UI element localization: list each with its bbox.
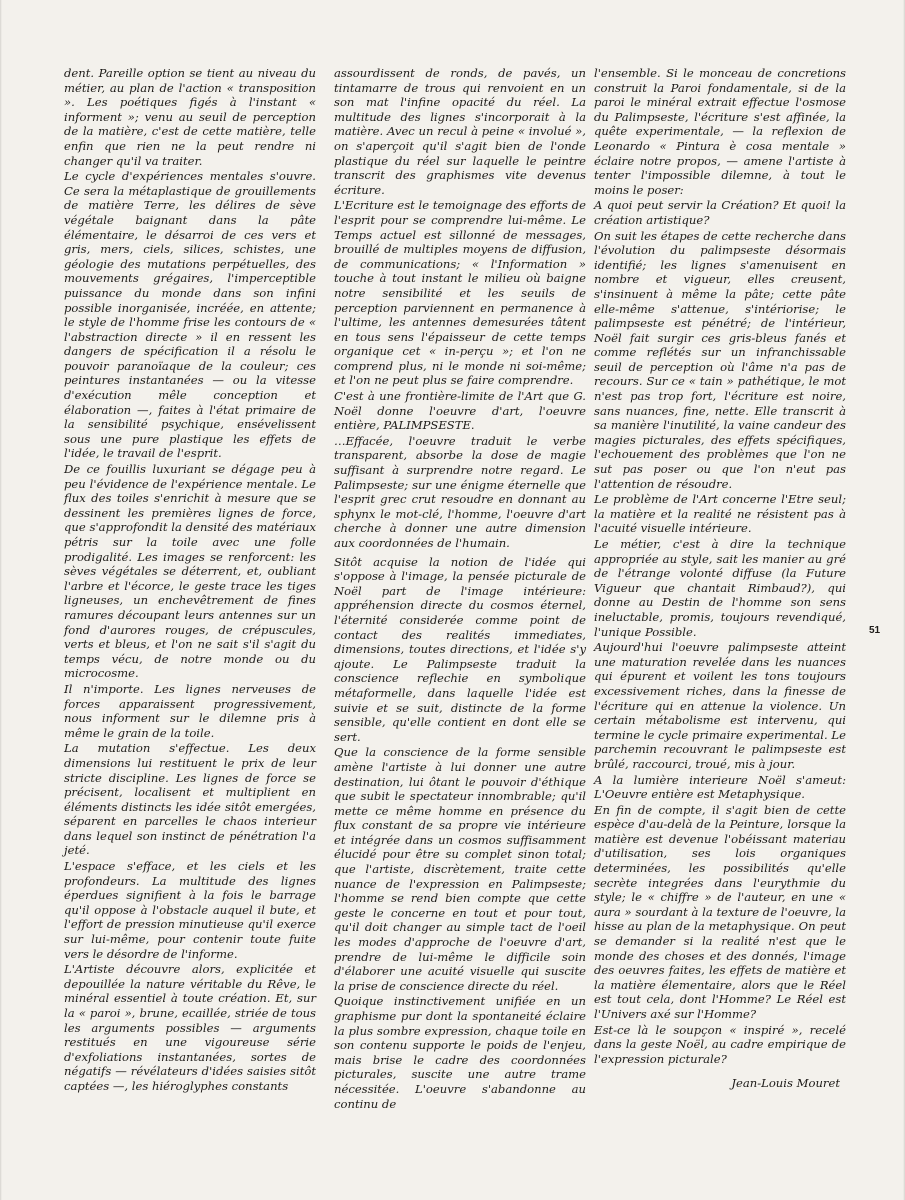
text-column-1 <box>64 66 316 1094</box>
paragraph: L'Artiste découvre alors, explicitée et depouillée la nature véritable du Rêve, le minéral essentiel à toute création. Et, sur la « paroi », brune, ecaillée, striée de tous les arguments possibles — arguments restitués en une vigoureuse série d'exfoliations instantanées, sortes de négatifs — révélateurs d'idées saisies sitôt captées —, les hiéroglyphes constants <box>64 962 316 1093</box>
question: A quoi peut servir la Création? Et quoi! la création artistique? <box>594 198 846 227</box>
paragraph: La mutation s'effectue. Les deux dimensions lui restituent le prix de leur stricte discipline. Les lignes de force se précisent, localisent et multiplient en éléments distincts les idée sitôt emergées, séparent en parcelles le chaos interieur dans lequel son instinct de pénétration l'a jeté. <box>64 741 316 858</box>
paragraph: Sitôt acquise la notion de l'idée qui s'oppose à l'image, la pensée picturale de Noël part de l'image intérieure: appréhension directe du cosmos éternel, l'éternité considerée comme point de contact des realités immediates, dimensions, toutes directions, et l'idée s'y ajoute. Le Palimpseste traduit la conscience reflechie en symbolique métaformelle, dans laquelle l'idée est suivie et se suit, distincte de la forme sensible, qu'elle contient en dont elle se sert. <box>334 554 586 744</box>
paragraph: A la lumière interieure Noël s'ameut: L'Oeuvre entière est Metaphysique. <box>594 772 846 802</box>
paragraph: L'espace s'efface, et les ciels et les profondeurs. La multitude des lignes éperdues signifient à la fois le barrage qu'il oppose à l'obstacle auquel il bute, et l'effort de pression minutieuse qu'il exerce sur lui-même, pour contenir toute fuite vers le désordre de l'informe. <box>64 859 316 961</box>
paragraph: On suit les étapes de cette recherche dans l'évolution du palimpseste désormais identifié; les lignes s'amenuisent en nombre et vigueur, elles creusent, s'insinuent à même la pâte; cette pâte elle-même s'attenue, s'intériorise; le palimpseste est pénétré; de l'intérieur, Noël fait surgir ces gris-bleus fanés et comme reflétés sur un infranchissable seuil de perception où l'âme n'a pas de recours. Sur ce « tain » pathétique, le mot n'est pas trop fort, l'écriture est noire, sans nuances, fine, nette. Elle transcrit à sa manière l'inutilité, la vaine candeur des magies picturales, des effets spécifiques, l'echouement des problèmes que l'on ne sut pas poser ou que l'on n'eut pas l'attention de résoudre. <box>594 228 846 491</box>
paragraph: Aujourd'hui l'oeuvre palimpseste atteint une maturation revelée dans les nuances qui épurent et voilent les tons toujours excessivement riches, dans la finesse de l'écriture qui en attenue la violence. Un certain métabolisme est intervenu, qui termine le cycle primaire experimental. Le parchemin recouvrant le palimpseste est brûlé, raccourci, troué, mis à jour. <box>594 640 846 771</box>
paragraph: assourdissent de ronds, de pavés, un tintamarre de trous qui renvoient en un son mat l'infine opacité du réel. La multitude des lignes s'incorporait à la matière. Avec un recul à peine « involué », on s'aperçoit qu'il s'agit bien de l'onde plastique du réel sur laquelle le peintre transcrit des graphismes vite devenus écriture. <box>334 66 586 197</box>
paragraph: Est-ce là le soupçon « inspiré », recelé dans la geste Noël, au cadre empirique de l'expression picturale? <box>594 1022 846 1066</box>
paragraph: dent. Pareille option se tient au niveau du métier, au plan de l'action « transposition ». Les poétiques figés à l'instant « informent »; venu au seuil de perception de la matière, c'est de cette matière, telle enfin que rien ne la peut rendre ni changer qu'il va traiter. <box>64 66 316 168</box>
paragraph: En fin de compte, il s'agit bien de cette espèce d'au-delà de la Peinture, lorsque la matière est devenue l'obéissant materiau d'utilisation, ses lois organiques determinées, les possibilités qu'elle secrète integrées dans l'eurythmie du style; le « chiffre » de l'auteur, en une « aura » sourdant à la texture de l'oeuvre, la hisse au plan de la metaphysique. On peut se demander si la realité n'est que le monde des choses et des donnés, l'image des oeuvres faites, les effets de matière et la matière élementaire, alors que le Réel est tout cela, dont l'Homme? Le Réel est l'Univers axé sur l'Homme? <box>594 802 846 1021</box>
paragraph: l'ensemble. Si le monceau de concretions construit la Paroi fondamentale, si de la paroi le minéral extrait effectue l'osmose du Palimpseste, l'écriture s'est affinée, la quête experimentale, — la reflexion de Leonardo « Pintura è cosa mentale » éclaire notre propos, — amene l'artiste à tenter l'impossible dilemne, à tout le moins le poser: <box>594 66 846 197</box>
paragraph: Quoique instinctivement unifiée en un graphisme pur dont la spontaneité éclaire la plus sombre expression, chaque toile en son contenu supporte le poids de l'enjeu, mais brise le cadre des coordonnées picturales, suscite une autre trame nécessitée. L'oeuvre s'abandonne au continu de <box>334 994 586 1111</box>
paragraph: C'est à une frontière-limite de l'Art que G. Noël donne l'oeuvre d'art, l'oeuvre entière, PALIMPSESTE. <box>334 389 586 433</box>
text-column-3 <box>594 66 846 1091</box>
paragraph: Le métier, c'est à dire la technique appropriée au style, sait les manier au gré de l'étrange volonté diffuse (la Future Vigueur que chantait Rimbaud?), qui donne au Destin de l'homme son sens ineluctable, promis, toujours revendiqué, l'unique Possible. <box>594 537 846 639</box>
paragraph: Le problème de l'Art concerne l'Etre seul; la matière et la realité ne résistent pas à l'acuité visuelle intérieure. <box>594 492 846 536</box>
paragraph: L'Ecriture est le temoignage des efforts de l'esprit pour se comprendre lui-même. Le Temps actuel est sillonné de messages, brouillé de multiples moyens de diffusion, de communications; « l'Information » touche à tout instant le milieu où baigne notre sensibilité et les seuils de perception parviennent en permanence à l'ultime, les antennes demesurées tâtent en tous sens l'épaisseur de cette temps organique cet « in-perçu »; et l'on ne comprend plus, ni le monde ni soi-même; et l'on ne peut plus se faire comprendre. <box>334 198 586 388</box>
paragraph: …Effacée, l'oeuvre traduit le verbe transparent, absorbe la dose de magie suffisant à surprendre notre regard. Le Palimpseste; sur une énigme éternelle que l'esprit grec crut resoudre en donnant au sphynx le mot-clé, l'homme, l'oeuvre d'art cherche à donner une autre dimension aux coordonnées de l'humain. <box>334 433 586 550</box>
paragraph: De ce fouillis luxuriant se dégage peu à peu l'évidence de l'expérience mentale. Le flux des toiles s'enrichit à mesure que se dessinent les premières lignes de force, que s'approfondit la densité des matériaux pétris sur la toile avec une folle prodigalité. Les images se renforcent: les sèves végétales se déterrent, et, oubliant l'arbre et l'écorce, le geste trace les tiges ligneuses, un enchevêtrement de fines ramures découpant leurs antennes sur un fond d'aurores rouges, de crépuscules, verts et bleus, et l'on ne sait s'il s'agit du temps vécu, de notre monde ou du microcosme. <box>64 462 316 681</box>
paragraph: Il n'importe. Les lignes nerveuses de forces apparaissent progressivement, nous informent sur le dilemne pris à même le grain de la toile. <box>64 681 316 740</box>
author-signature: Jean-Louis Mouret <box>731 1076 840 1091</box>
paragraph: Que la conscience de la forme sensible amène l'artiste à lui donner une autre destination, lui ôtant le pouvoir d'éthique que subit le spectateur innombrable; qu'il mette ce même homme en présence du flux constant de sa propre vie intérieure et intégrée dans un cosmos suffisamment élucidé pour être su complet sinon total; que l'artiste, discrètement, traite cette nuance de l'expression en Palimpseste; l'homme se rend bien compte que cette geste le concerne en tout et pour tout, qu'il doit changer au simple tact de l'oeil les modes d'approche de l'oeuvre d'art, prendre de lui-même le difficile soin d'élaborer une acuité visuelle qui suscite la prise de conscience directe du réel. <box>334 745 586 993</box>
paragraph: Le cycle d'expériences mentales s'ouvre. Ce sera la métaplastique de grouillements de matière Terre, les délires de sève végétale baignant dans la pâte élémentaire, le désarroi de ces vers et gris, mers, ciels, silices, schistes, une géologie des mutations perpétuelles, des mouvements grégaires, l'imperceptible puissance du monde dans son infini possible inorganisée, incréée, en attente; le style de l'homme frise les contours de « l'abstraction directe » il en ressent les dangers de spécification il a résolu le pouvoir paranoïaque de la couleur; ces peintures instantanées — ou la vitesse d'exécution mêle conception et élaboration —, faites à l'état primaire de la sensibilité psychique, ensévelissent sous une pure plastique les effets de l'idée, le travail de l'esprit. <box>64 169 316 461</box>
page-edge-shadow <box>0 0 2 1200</box>
page-number: 51 <box>869 625 881 636</box>
text-column-2 <box>334 66 586 1111</box>
